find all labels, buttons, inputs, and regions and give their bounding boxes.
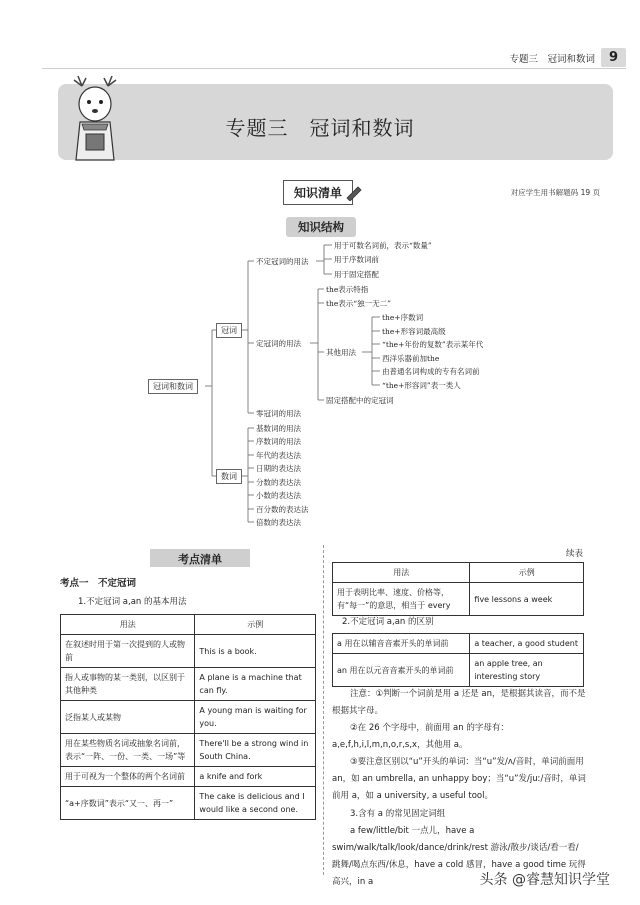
tree-numerals: 数词 [216,469,242,484]
tree-indef-item: 用于序数词前 [334,255,379,264]
usage-cell: 用于可视为一个整体的两个名词前 [61,767,195,787]
tree-num-item: 百分数的表达法 [256,505,309,514]
table-row [333,654,584,687]
a-an-table [332,633,584,687]
table-header-example: 示例 [195,615,316,635]
table-row [61,787,316,820]
tree-num-item: 分数的表达法 [256,478,301,487]
tree-def: 定冠词的用法 [256,339,301,348]
exam-point-title: 考点一 不定冠词 [60,578,137,589]
table-header-usage: 用法 [333,563,470,583]
table-header-example: 示例 [470,563,584,583]
usage-table [60,614,316,820]
tree-def-item: the表示特指 [326,285,369,294]
note-2: ②在 26 个字母中，前面用 an 的字母有：a,e,f,h,i,l,m,n,o,r,s,x，其他用 a。 [332,723,509,750]
tree-other-item: 西洋乐器前加the [382,354,440,363]
example-cell: There'll be a strong wind in South China. [195,734,316,767]
table-row [61,668,316,701]
column-divider [323,545,324,875]
tree-def-item: the表示“独一无二” [326,299,391,308]
continued-label: 续表 [566,549,584,559]
chapter-title: 专题三 冠词和数词 [225,116,415,140]
knowledge-list-chip: 知识清单 [283,180,353,205]
table-row [61,767,316,787]
tree-num-item: 日期的表达法 [256,464,301,473]
subheading-2: 2.不定冠词 a,an 的区别 [342,617,434,627]
tree-def-fixed: 固定搭配中的定冠词 [326,396,394,405]
tree-other-item: the+形容词最高级 [382,327,446,336]
tree-zero: 零冠词的用法 [256,409,301,418]
tree-num-item: 小数的表达法 [256,491,301,500]
usage-cell: 指人或事物的某一类别，以区别于其他种类 [61,668,195,701]
note-1: 注意：①判断一个词前是用 a 还是 an，是根据其读音，而不是根据其字母。 [332,689,586,716]
example-cell: a teacher, a good student [470,634,584,654]
example-cell: an apple tree, an interesting story [470,654,584,687]
tree-num-item: 倍数的表达法 [256,518,301,527]
usage-cell: 用于表明比率、速度、价格等，有“每一”的意思，相当于 every [333,583,470,616]
table-row [333,634,584,654]
table-row [333,583,584,616]
note-3: ③要注意区别以“u”开头的单词：当“u”发/ʌ/音时，单词前面用 an，如 an umbrella, an unhappy boy；当“u”发/juː/音时，单词前用 a，如 a university, a useful tool。 [332,757,586,801]
tree-indef: 不定冠词的用法 [256,257,309,266]
table-header-row [61,615,316,635]
example-cell: A plane is a machine that can fly. [195,668,316,701]
tree-num-item: 序数词的用法 [256,437,301,446]
reference-note: 对应学生用书解题码 19 页 [510,188,600,197]
page-number: 9 [601,48,626,67]
usage-cell: an 用在以元音音素开头的单词前 [333,654,470,687]
example-cell: This is a book. [195,635,316,668]
example-cell: a knife and fork [195,767,316,787]
tree-num-item: 基数词的用法 [256,424,301,433]
example-cell: A young man is waiting for you. [195,701,316,734]
table-header-usage: 用法 [61,615,195,635]
usage-cell: “a+序数词”表示“又一、再一” [61,787,195,820]
usage-cell: 用在某些物质名词或抽象名词前，表示“一阵、一份、一类、一场”等 [61,734,195,767]
table-header-row [333,563,584,583]
tree-indef-item: 用于固定搭配 [334,270,379,279]
tree-other-item: the+序数词 [382,313,424,322]
tree-articles: 冠词 [216,323,242,338]
example-cell: The cake is delicious and I would like a second one. [195,787,316,820]
tree-other: 其他用法 [326,348,356,357]
tree-indef-item: 用于可数名词前，表示“数量” [334,241,432,250]
watermark: 头条 @睿慧知识学堂 [479,872,610,888]
phrases-paragraph: a few/little/bit 一点儿，have a swim/walk/talk/look/dance/drink/rest 游泳/散步/谈话/看一看/跳舞/喝点东西/休息，have a cold 感冒，have a good time 玩得高兴，in a [332,826,586,887]
tree-root: 冠词和数词 [148,379,198,394]
usage-cell: a 用在以辅音音素开头的单词前 [333,634,470,654]
example-cell: five lessons a week [470,583,584,616]
tree-other-item: “the+年份的复数”表示某年代 [382,340,484,349]
exam-list-chip: 考点清单 [178,553,222,566]
usage-cell: 在叙述时用于第一次提到的人或物前 [61,635,195,668]
table-row [61,701,316,734]
knowledge-structure-chip: 知识结构 [286,217,356,237]
usage-cell: 泛指某人或某物 [61,701,195,734]
tree-num-item: 年代的表达法 [256,451,301,460]
table-row [61,734,316,767]
tree-other-item: 由普通名词构成的专有名词前 [382,367,480,376]
table-row [61,635,316,668]
subheading-1: 1.不定冠词 a,an 的基本用法 [78,597,187,607]
subheading-3: 3.含有 a 的常见固定词组 [350,809,446,819]
section-label: 专题三 冠词和数词 [509,53,595,65]
tree-other-item: “the+形容词”表一类人 [382,381,461,390]
usage-table-continued [332,562,584,616]
